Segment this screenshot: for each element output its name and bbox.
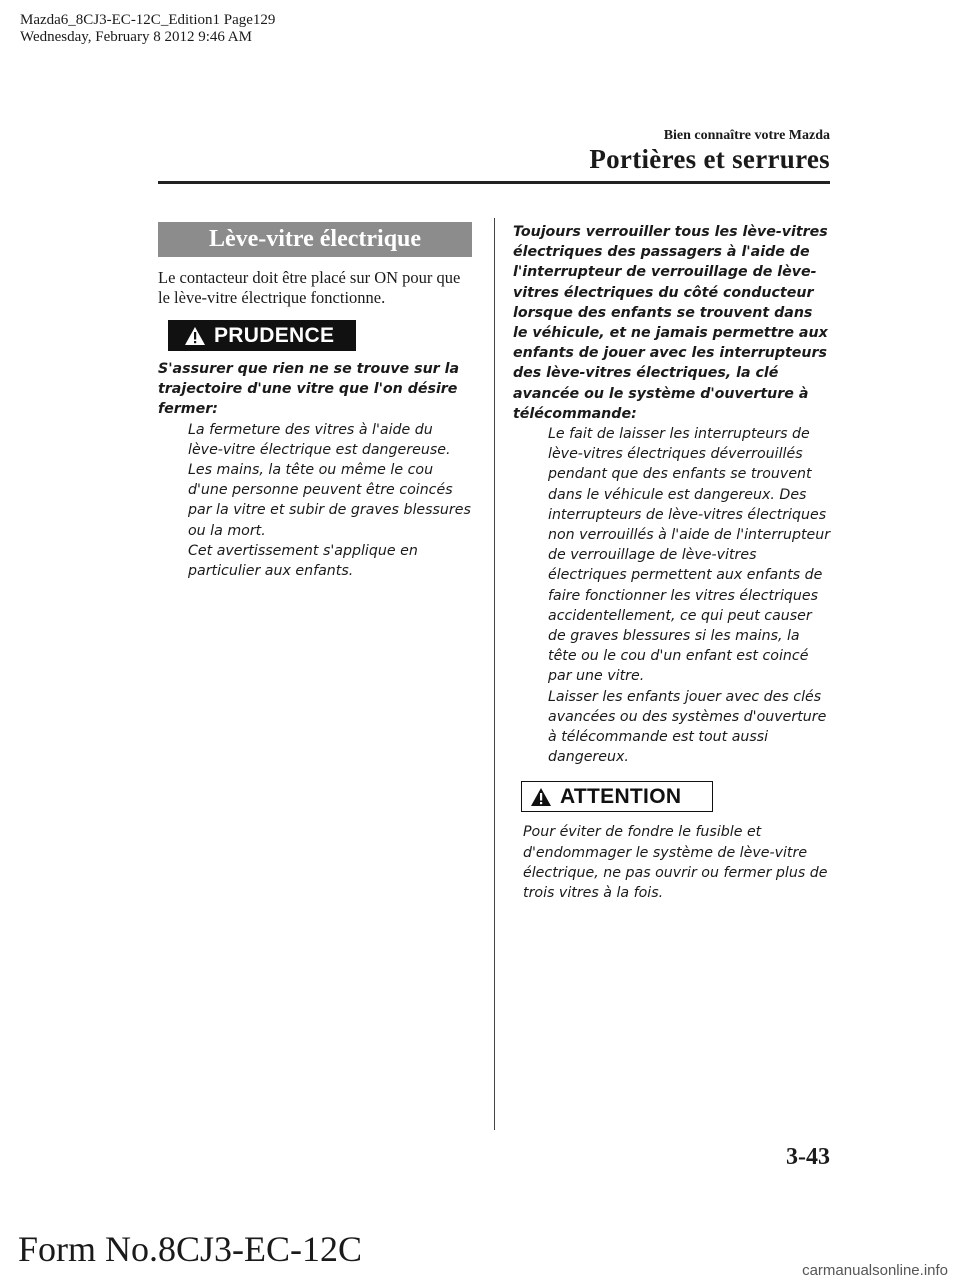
warning-body-2: Laisser les enfants jouer avec des clés avancées ou des systèmes d'ouverture à télécommande est tout aussi dangereux. (548, 688, 827, 766)
caution-body-2: Cet avertissement s'applique en particulier aux enfants. (188, 542, 418, 580)
meta-line-2: Wednesday, February 8 2012 9:46 AM (20, 29, 252, 45)
attention-badge (521, 781, 713, 812)
warning-triangle-icon (184, 326, 206, 346)
attention-body: Pour éviter de fondre le fusible et d'endommager le système de lève-vitre électrique, ne pas ouvrir ou fermer plus de trois vitres à la fois. (523, 824, 828, 902)
site-watermark: carmanualsonline.info (802, 1262, 948, 1279)
intro-text: Le contacteur doit être placé sur ON pour que le lève-vitre électrique fonctionne. (158, 268, 461, 307)
column-divider (494, 218, 495, 1130)
section-title: Bien connaître votre Mazda (663, 128, 830, 143)
caution-body-1: La fermeture des vitres à l'aide du lève-vitre électrique est dangereuse. Les mains, la tête ou même le cou d'une personne peuvent être coincés par la vitre et subir de graves blessures ou la mort. (188, 421, 471, 539)
chapter-title: Portières et serrures (589, 144, 830, 174)
right-column (513, 222, 831, 903)
meta-line-1: Mazda6_8CJ3-EC-12C_Edition1 Page129 (20, 12, 276, 28)
caution-block (158, 359, 472, 581)
attention-block (513, 822, 831, 903)
topic-title: Lève-vitre électrique (158, 222, 472, 257)
page-number: 3-43 (786, 1144, 830, 1170)
caution-heading: S'assurer que rien ne se trouve sur la trajectoire d'une vitre que l'on désire fermer: (158, 361, 460, 418)
warning-block (513, 222, 831, 767)
print-metadata (20, 12, 275, 46)
warning-triangle-icon (530, 787, 552, 807)
caution-badge (168, 320, 356, 351)
form-number: Form No.8CJ3-EC-12C (18, 1229, 363, 1269)
caution-label: PRUDENCE (214, 323, 335, 347)
warning-heading: Toujours verrouiller tous les lève-vitres électriques des passagers à l'aide de l'interrupteur de verrouillage de lève-vitres électriques du côté conducteur lorsque des enfants se trouvent dans le véhicule, et ne jamais permettre aux enfants de jouer avec les interrupteurs des lève-vitres électriques, la clé avancée ou le système d'ouverture à télécommande: (513, 224, 828, 422)
attention-label: ATTENTION (560, 784, 682, 808)
header-rule (158, 181, 830, 184)
left-column (158, 222, 472, 581)
warning-body-1: Le fait de laisser les interrupteurs de lève-vitres électriques déverrouillés pendant que des enfants se trouvent dans le véhicule est dangereux. Des interrupteurs de lève-vitres électriques non verrouillés à l'aide de l'interrupteur de verrouillage de lève-vitres électriques permettent aux enfants de faire fonctionner les vitres électriques accidentellement, ce qui peut causer de graves blessures si les mains, la tête ou le cou d'un enfant est coincé par une vitre. (548, 426, 831, 685)
